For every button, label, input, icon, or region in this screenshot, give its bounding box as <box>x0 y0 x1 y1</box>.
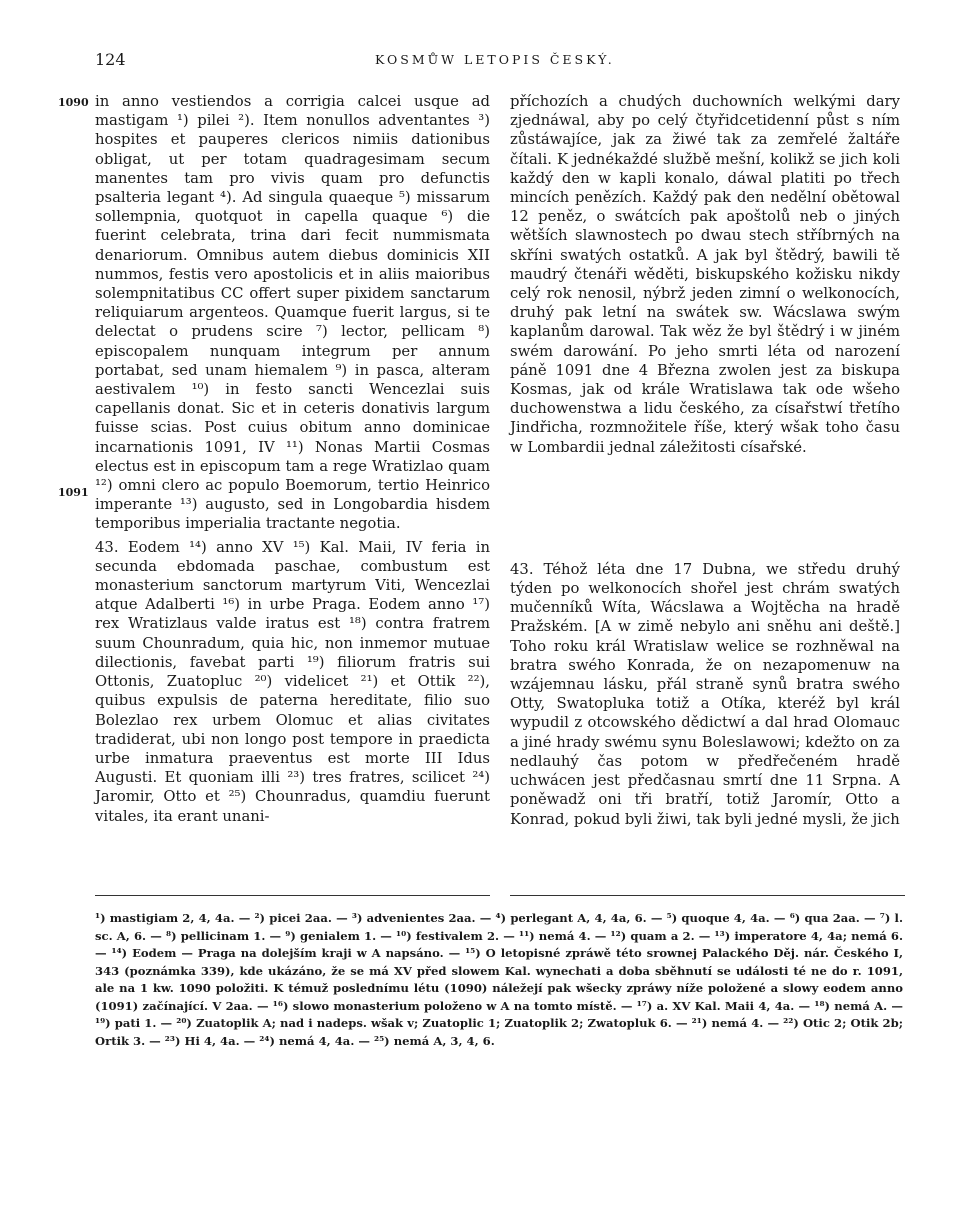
latin-paragraph-2: 43. Eodem ¹⁴) anno XV ¹⁵) Kal. Maii, IV feria in secunda ebdomada paschae, combustum est monasterium sanctorum martyrum Viti, Wencezlai atque Adalberti ¹⁶) in urbe Praga. Eodem anno ¹⁷) rex Wratizlaus valde iratus est ¹⁸) contra fratrem suum Chounradum, quia hic, non inmemor mutuae dilectionis, favebat parti ¹⁹) filiorum fratris sui Ottonis, Zuatopluc ²⁰) videlicet ²¹) et Ottik ²²), quibus expulsis de paterna hereditate, filio suo Bolezlao rex urbem Olomuc et alias civitates tradiderat, ubi non longo post tempore in praedicta urbe inmatura praeventus est morte III Idus Augusti. Et quoniam illi ²³) tres fratres, scilicet ²⁴) Jaromir, Otto et ²⁵) Chounradus, quamdiu fuerunt vitales, ita erant unani- <box>95 538 490 825</box>
latin-column <box>95 92 490 826</box>
footnotes-text: ¹) mastigiam 2, 4, 4a. — ²) picei 2aa. — ³) advenientes 2aa. — ⁴) perlegant A, 4, 4a, 6. — ⁵) quoque 4, 4a. — ⁶) qua 2aa. — ⁷) l. sc. A, 6. — ⁸) pellicinam 1. — ⁹) genialem 1. — ¹⁰) festivalem 2. — ¹¹) nemá 4. — ¹²) quam a 2. — ¹³) imperatore 4, 4a; nemá 6. — ¹⁴) Eodem — Praga na dolejším kraji w A napsáno. — ¹⁵) O letopisné zpráwě této srownej Palackého Děj. nár. Českého I, 343 (poznámka 339), kde ukázáno, že se má XV před slowem Kal. wynechati a doba sběhnutí se události té ne do r. 1091, ale na 1 kw. 1090 položiti. K témuž poslednímu létu (1090) náležejí pak wšecky zpráwy níže položené a slowy eodem anno (1091) začínající. V 2aa. — ¹⁶) slowo monasterium položeno w A na tomto místě. — ¹⁷) a. XV Kal. Maii 4, 4a. — ¹⁸) nemá A. — ¹⁹) pati 1. — ²⁰) Zuatoplik A; nad i nadeps. wšak v; Zuatoplic 1; Zuatoplik 2; Zwatopluk 6. — ²¹) nemá 4. — ²²) Otic 2; Otik 2b; Ortik 3. — ²³) Hi 4, 4a. — ²⁴) nemá 4, 4a. — ²⁵) nemá A, 3, 4, 6. <box>95 911 903 1048</box>
czech-paragraph-1: příchozích a chudých duchowních welkými dary zjednáwal, aby po celý čtyřidcetidenní půst s ním zůstáwajíce, jak za žiwé tak za zemřelé žaltáře čítali. K jednékaždé službě mešní, kolikž se jich koli každý den w kapli konalo, dáwal platiti po třech mincích penězích. Každý pak den nedělní obětowal 12 peněz, o swátcích pak apoštolů neb o jiných wětších slawnostech po dwau stech stříbrných na skříni swatých ostatků. A jak byl štědrý, bawili tě maudrý čtenáři wěděti, biskupského kožisku nikdy celý rok nenosil, nýbrž jeden zimní o welkonocích, druhý pak letní na swátek sw. Wácslawa swým kaplanům darowal. Tak wěz že byl štědrý i w jiném swém darowání. Po jeho smrti léta od narození páně 1091 dne 4 Března zwolen jest za biskupa Kosmas, jak od krále Wratislawa tak ode wšeho duchowenstwa a lidu českého, za císařstwí třetího Jindřicha, rozmnožitele říše, který wšak toho času w Lombardii jednal záležitosti císařské. <box>510 93 900 456</box>
footnote-divider-left <box>95 895 490 896</box>
czech-column <box>510 92 900 829</box>
margin-year-1090: 1090 <box>58 96 89 109</box>
latin-paragraph-1: in anno vestiendos a corrigia calcei usque ad mastigam ¹) pilei ²). Item nonullos adventantes ³) hospites et pauperes clericos nimiis dationibus obligat, ut per totam quadragesimam secum manentes tam pro vivis quam pro defunctis psalteria legant ⁴). Ad singula quaeque ⁵) missarum sollempnia, quotquot in capella quaque ⁶) die fuerint celebrata, trina dari fecit nummismata denariorum. Omnibus autem diebus dominicis XII nummos, festis vero apostolicis et in aliis maioribus solempnitatibus CC offert super pixidem sanctarum reliquiarum argenteos. Quamque fuerit largus, si te delectat o prudens scire ⁷) lector, pellicam ⁸) episcopalem nunquam integrum per annum portabat, sed unam hiemalem ⁹) in pasca, alteram aestivalem ¹⁰) in festo sancti Wencezlai suis capellanis donat. Sic et in ceteris donativis largum fuisse scias. Post cuius obitum anno dominicae incarnationis 1091, IV ¹¹) Nonas Martii Cosmas electus est in episcopum tam a rege Wratizlao quam ¹²) omni clero ac populo Boemorum, tertio Heinrico imperante ¹³) augusto, sed in Longobardia hisdem temporibus imperialia tractante negotia. <box>95 93 490 533</box>
margin-year-1091: 1091 <box>58 486 89 499</box>
footnotes <box>95 910 903 1050</box>
czech-paragraph-2: 43. Téhož léta dne 17 Dubna, we středu druhý týden po welkonocích shořel jest chrám swatých mučenníků Wíta, Wácslawa a Wojtěcha na hradě Pražském. [A w zimě nebylo ani sněhu ani deště.] Toho roku král Wratislaw welice se rozhněwal na bratra swého Konrada, že on nezapomenuw na wzájemnau lásku, přál straně synů bratra swého Otty, Swatopluka totiž a Otíka, kteréž byl král wypudil z otcowského dědictwí a dal hrad Olomauc a jiné hrady swému synu Boleslawowi; kdežto on za nedlauhý čas potom w předřečeném hradě uchwácen jest předčasnau smrtí dne 11 Srpna. A poněwadž oni tři bratří, totiž Jaromír, Otto a Konrad, pokud byli žiwi, tak byli jedné mysli, že jich <box>510 560 900 828</box>
page-header <box>95 46 905 76</box>
running-head: KOSMŮW LETOPIS ČESKÝ. <box>375 52 615 67</box>
footnote-divider-right <box>510 895 905 896</box>
page-number: 124 <box>95 50 126 69</box>
